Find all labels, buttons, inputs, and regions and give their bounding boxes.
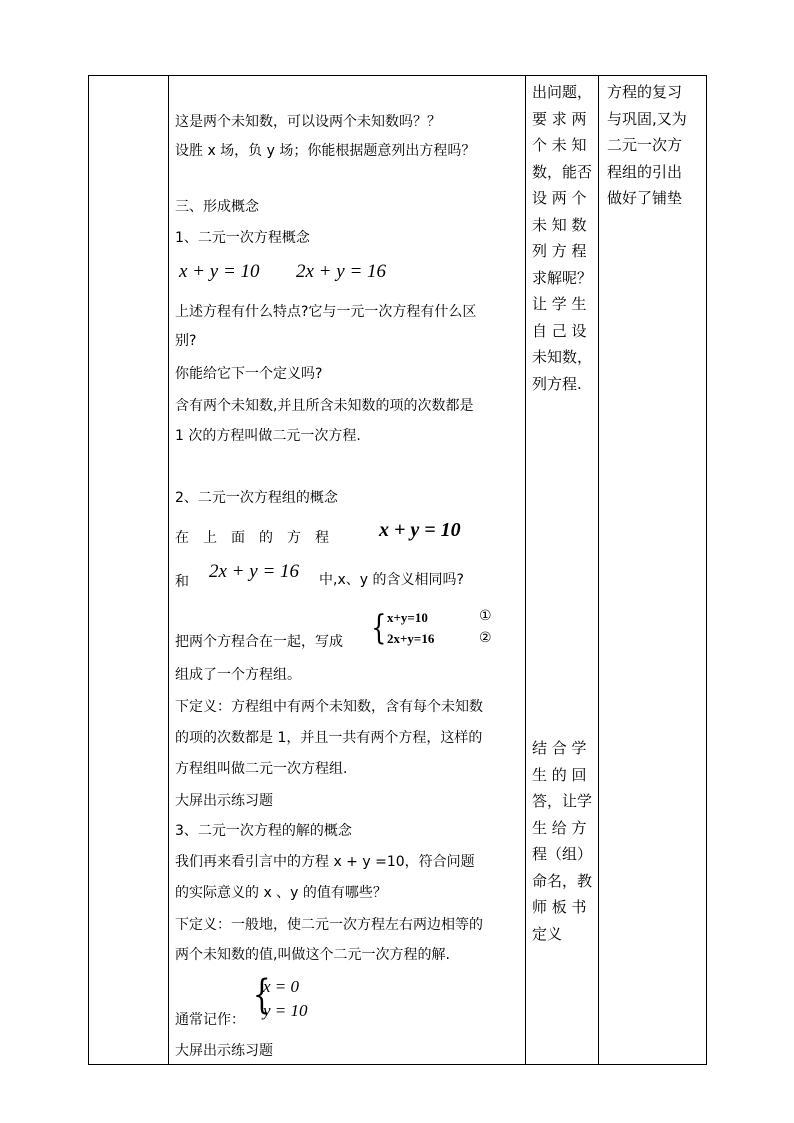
left-brace: { bbox=[371, 608, 387, 648]
definition-text: 下定义：方程组中有两个未知数，含有每个未知数 bbox=[175, 699, 483, 715]
question-text: 上述方程有什么特点?它与一元一次方程有什么区 bbox=[175, 304, 477, 320]
solution-equation: y = 10 bbox=[263, 1001, 308, 1020]
body-text: 在 上 面 的 方 程 bbox=[175, 530, 329, 546]
activity-text: 大屏出示练习题 bbox=[175, 1043, 273, 1059]
section-heading: 三、形成概念 bbox=[175, 199, 259, 215]
equation: 2x + y = 16 bbox=[209, 561, 300, 582]
design-purpose-cell bbox=[599, 76, 708, 1064]
equation-marker: ① bbox=[479, 608, 492, 624]
definition-text: 下定义：一般地，使二元一次方程左右两边相等的 bbox=[175, 917, 483, 933]
system-equation: x+y=10 bbox=[387, 610, 428, 625]
equation: 2x + y = 16 bbox=[296, 261, 387, 282]
method-text: 出问题， 要 求 两 个 未 知 数，能否 设 两 个 未 知 数 列 方 程 求解呢？ 让 学 生 自 己 设 未知数， 列方程. bbox=[532, 83, 593, 393]
concept-heading: 1、二元一次方程概念 bbox=[175, 230, 310, 246]
purpose-text: 方程的复习 与巩固,又为 二元一次方 程组的引出 做好了铺垫 bbox=[607, 83, 687, 207]
definition-text: 方程组叫做二元一次方程组. bbox=[175, 761, 348, 777]
equation: x + y = 10 bbox=[179, 261, 260, 282]
method-text: 结 合 学 生 的 回 答，让学 生 给 方 程（组） 命名，教 师 板 书 定义 bbox=[532, 739, 593, 943]
question-text: 别? bbox=[175, 333, 197, 349]
body-text: 通常记作： bbox=[175, 1012, 245, 1028]
definition-text: 两个未知数的值,叫做这个二元一次方程的解. bbox=[175, 947, 450, 963]
teaching-content-cell bbox=[169, 76, 526, 1064]
system-equation: 2x+y=16 bbox=[387, 631, 435, 646]
left-brace: { bbox=[252, 972, 271, 1018]
definition-text: 含有两个未知数,并且所含未知数的项的次数都是 bbox=[175, 398, 474, 414]
solution-equation: x = 0 bbox=[263, 977, 300, 996]
concept-heading: 3、二元一次方程的解的概念 bbox=[175, 823, 352, 839]
body-text: 和 bbox=[175, 574, 189, 590]
body-text: 把两个方程合在一起，写成 bbox=[175, 634, 343, 650]
definition-text: 的项的次数都是 1，并且一共有两个方程，这样的 bbox=[175, 730, 483, 746]
question-text: 你能给它下一个定义吗? bbox=[175, 366, 323, 382]
equation-marker: ② bbox=[479, 630, 492, 646]
question-text: 我们再来看引言中的方程 x + y =10，符合问题 bbox=[175, 854, 475, 870]
activity-text: 大屏出示练习题 bbox=[175, 793, 273, 809]
concept-heading: 2、二元一次方程组的概念 bbox=[175, 490, 338, 506]
equation: x + y = 10 bbox=[379, 519, 461, 541]
definition-text: 1 次的方程叫做二元一次方程. bbox=[175, 428, 361, 444]
question-text: 这是两个未知数，可以设两个未知数吗？？ bbox=[175, 114, 441, 130]
question-text: 设胜 x 场，负 y 场；你能根据题意列出方程吗？ bbox=[175, 143, 476, 159]
question-text: 的实际意义的 x 、y 的值有哪些？ bbox=[175, 885, 387, 901]
body-text: 中,x、y 的含义相同吗? bbox=[319, 572, 464, 588]
body-text: 组成了一个方程组。 bbox=[175, 667, 301, 683]
teaching-method-cell bbox=[526, 76, 599, 1064]
lesson-table bbox=[88, 75, 707, 1065]
